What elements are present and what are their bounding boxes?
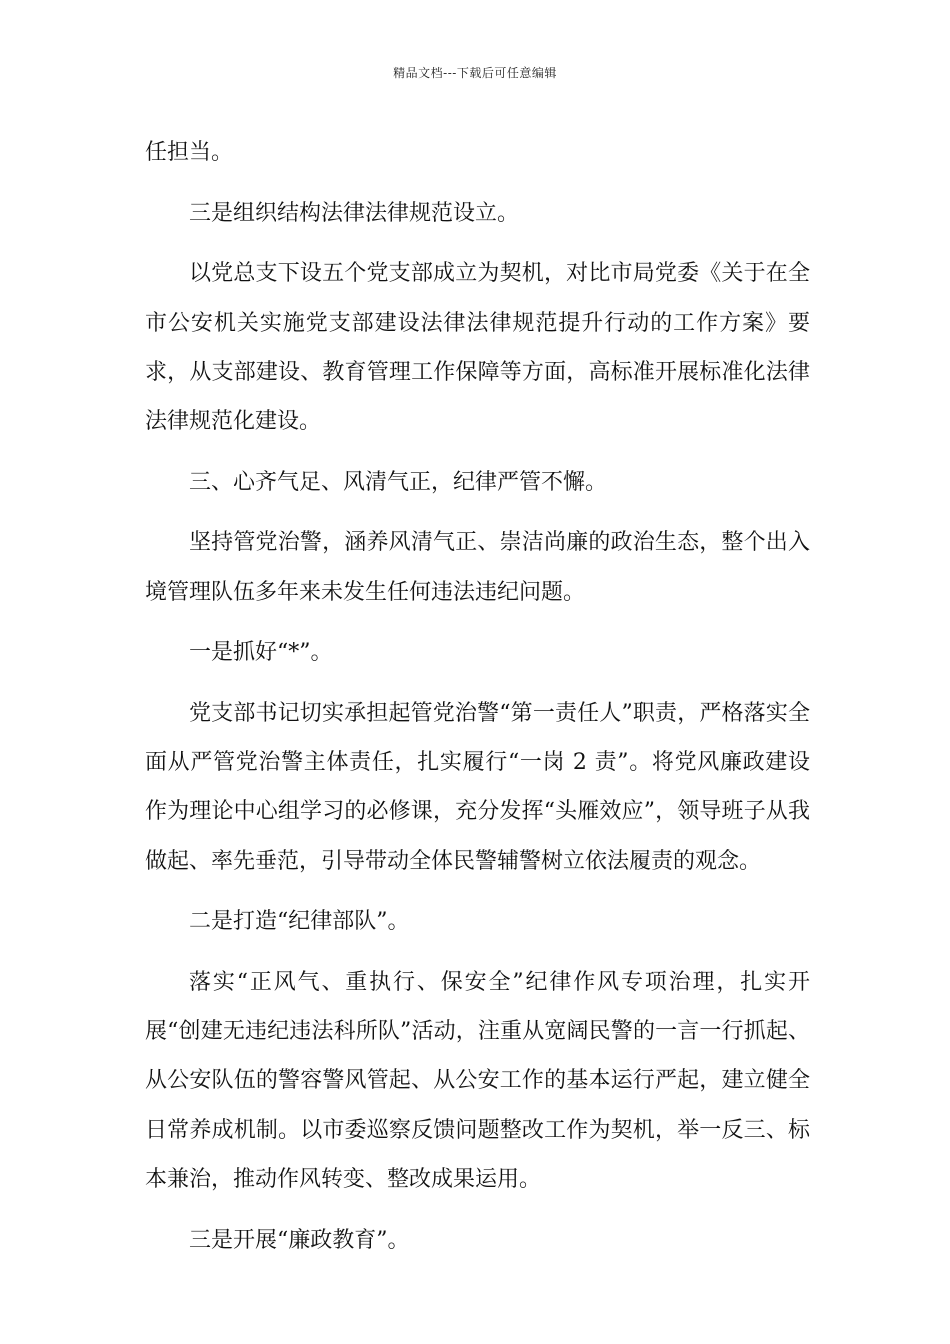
document-body <box>145 128 810 1276</box>
paragraph: 任担当。 <box>145 140 234 165</box>
page-header: 精品文档---下载后可任意编辑 <box>393 66 557 80</box>
paragraph: 二是打造“纪律部队”。 <box>189 909 410 935</box>
paragraph: 以党总支下设五个党支部成立为契机，对比市局党委《关于在全市公安机关实施党支部建设法律法律规范提升行动的工作方案》要求，从支部建设、教育管理工作保障等方面，高标准开展标准化法律法律规范化建设。 <box>145 261 810 435</box>
section-heading: 三、心齐气足、风清气正，纪律严管不懈。 <box>189 469 608 495</box>
paragraph: 党支部书记切实承担起管党治警“第一责任人”职责，严格落实全面从严管党治警主体责任，扎实履行“一岗 2 责”。将党风廉政建设作为理论中心组学习的必修课，充分发挥“头雁效应”，领导班子从我做起、率先垂范，引导带动全体民警辅警树立依法履责的观念。 <box>145 701 810 874</box>
paragraph: 落实“正风气、重执行、保安全”纪律作风专项治理，扎实开展“创建无违纪违法科所队”活动，注重从宽阔民警的一言一行抓起、从公安队伍的警容警风管起、从公安工作的基本运行严起，建立健全日常养成机制。以市委巡察反馈问题整改工作为契机，举一反三、标本兼治，推动作风转变、整改成果运用。 <box>145 970 810 1192</box>
paragraph: 坚持管党治警，涵养风清气正、崇洁尚廉的政治生态，整个出入境管理队伍多年来未发生任何违法违纪问题。 <box>145 530 810 605</box>
paragraph: 三是组织结构法律法律规范设立。 <box>189 200 520 226</box>
paragraph: 一是抓好“*”。 <box>189 640 333 666</box>
paragraph: 三是开展“廉政教育”。 <box>189 1227 410 1253</box>
